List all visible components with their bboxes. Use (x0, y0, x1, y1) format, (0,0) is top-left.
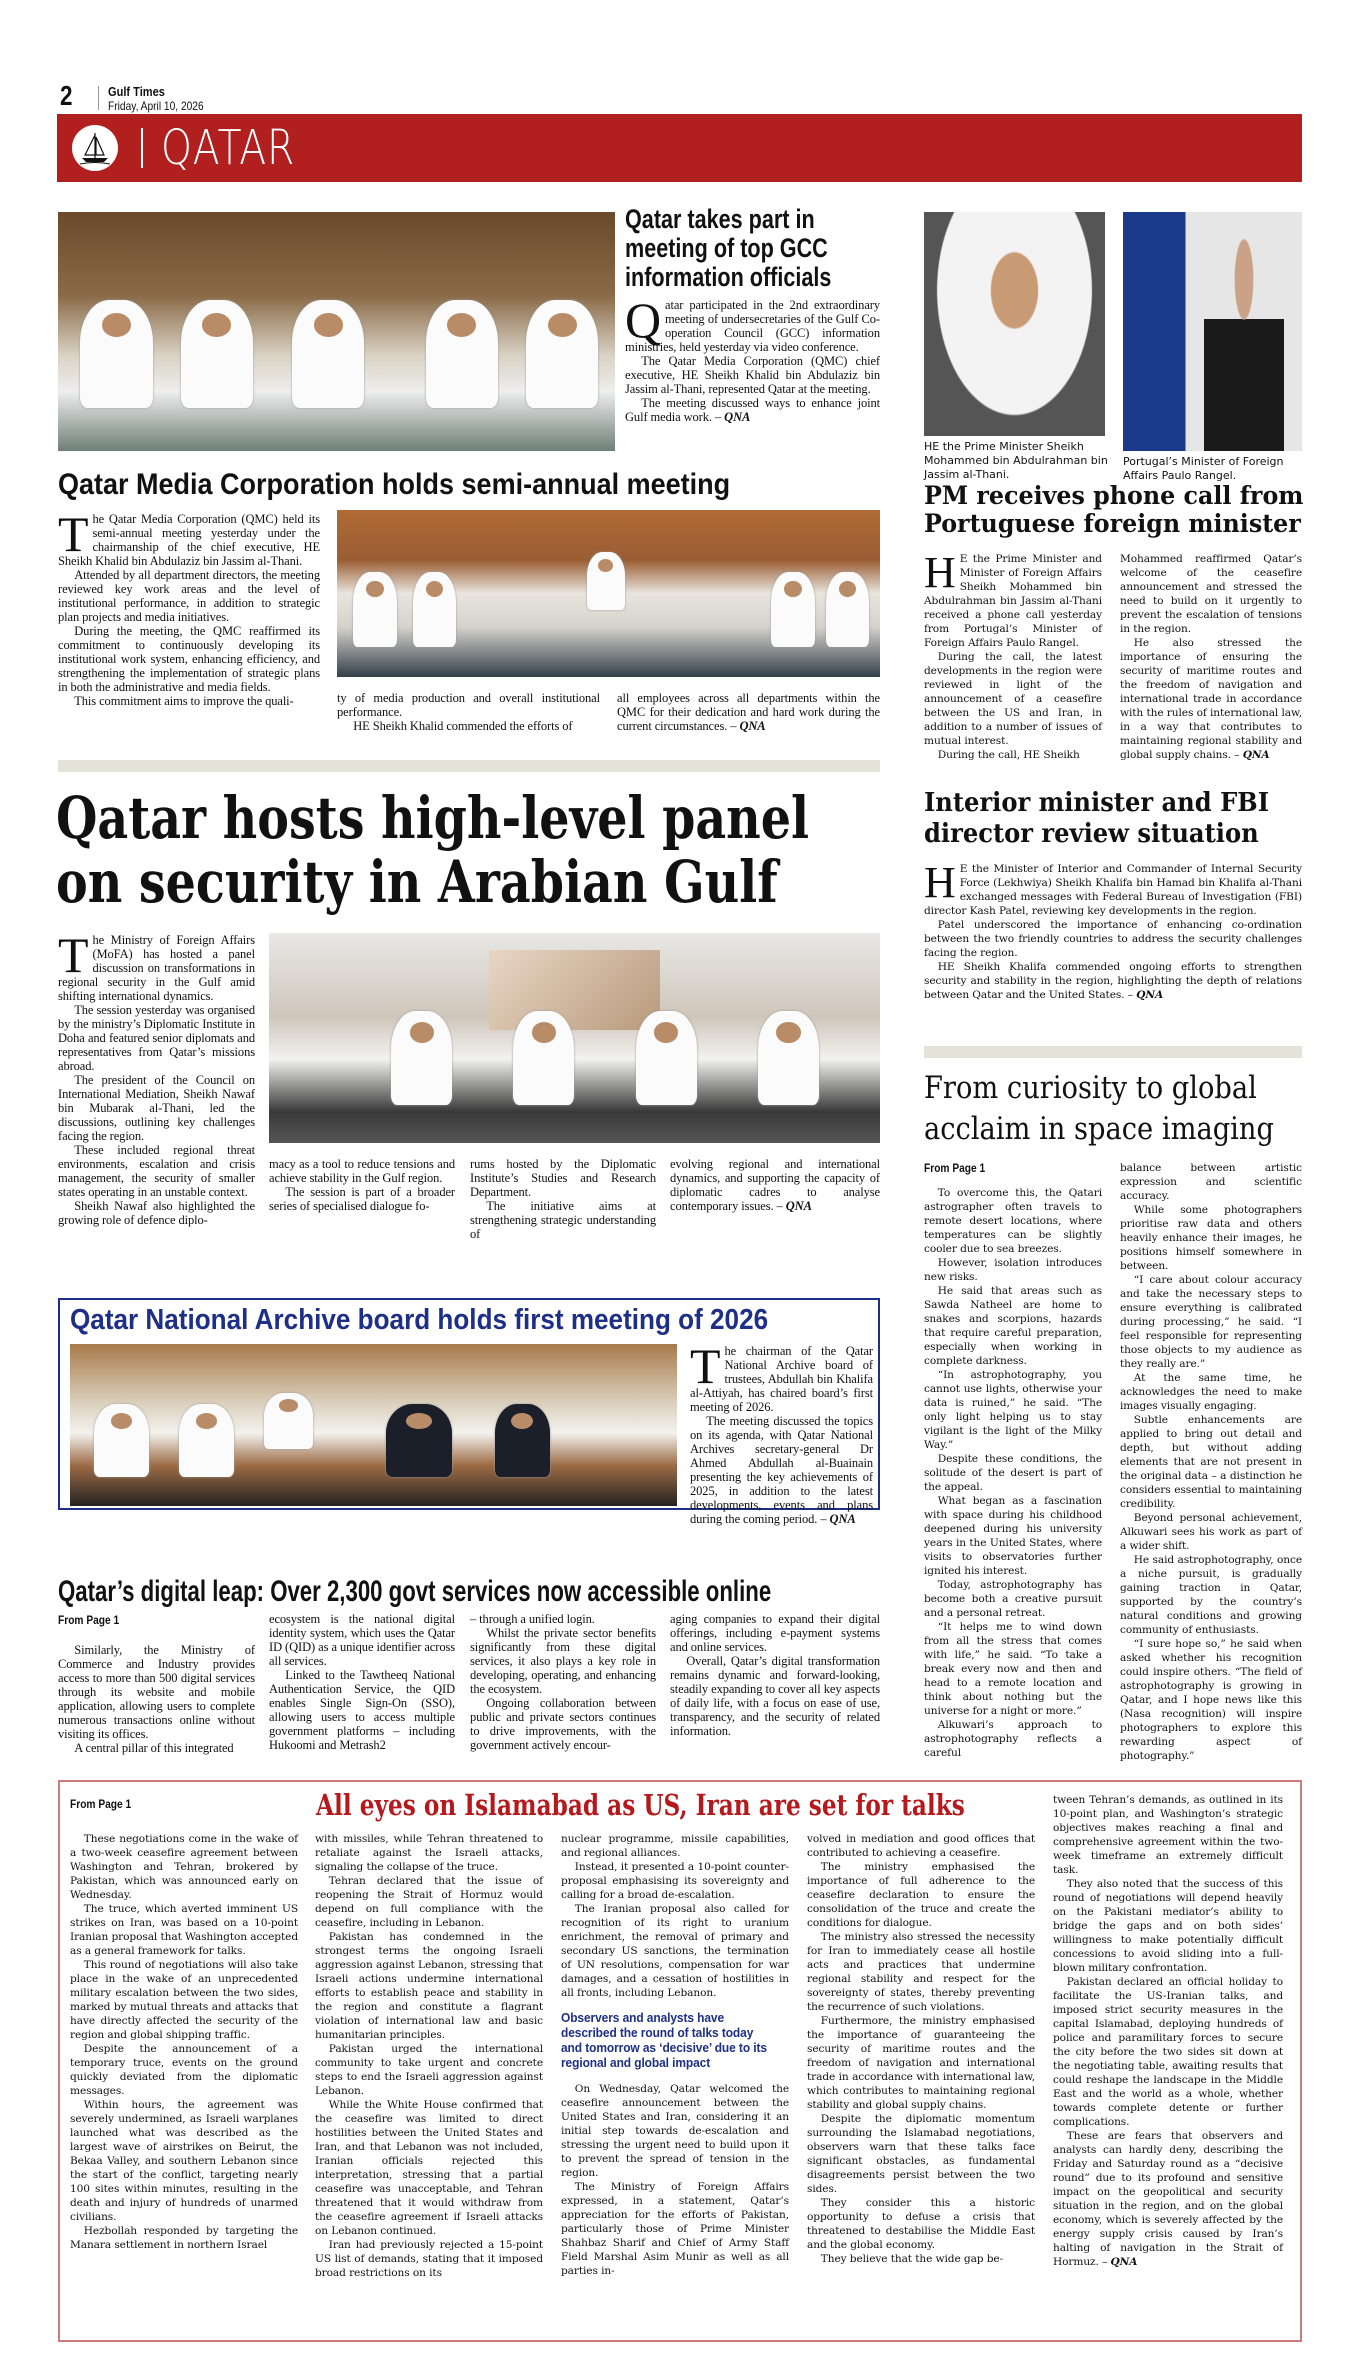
section-banner (57, 114, 1302, 182)
paragraph-text: Despite the announcement of a temporary truce, events on the ground quickly deviated from the diplomatic messages. (70, 2043, 298, 2097)
article-pm-col-2 (1120, 552, 1302, 762)
paragraph (315, 2098, 543, 2238)
paragraph (70, 1958, 298, 2042)
article-mofa-col-3 (470, 1157, 656, 1241)
photo-prime-minister (924, 212, 1105, 436)
paragraph (924, 1494, 1102, 1578)
article-digital-col-4 (670, 1612, 880, 1738)
paragraph-text: volved in mediation and good offices that contributed to achieving a ceasefire. (807, 1833, 1035, 1859)
paragraph (625, 396, 880, 424)
headline-line: Qatar takes part in (625, 204, 815, 234)
headline-line: meeting of top GCC (625, 233, 828, 263)
news-agency-credit: QNA (1242, 749, 1270, 761)
paragraph (924, 1718, 1102, 1760)
paragraph-text: He said astrophotography, once a niche pursuit, is gradually gaining traction in Qatar, supported by the country’s natural conditions and growing community of enthusiasts. (1120, 1554, 1302, 1636)
article-mofa-col-2 (269, 1157, 455, 1213)
article-islamabad-col-4 (807, 1832, 1035, 2266)
article-mofa-col-4 (670, 1157, 880, 1213)
paragraph-text: – through a unified login. (470, 1612, 595, 1626)
paragraph-text: The president of the Council on International Mediation, Sheikh Nawaf bin Mubarak al-Thani, led the discussions, outlining key challenges facing the region. (58, 1073, 255, 1143)
paragraph (924, 748, 1102, 762)
brand-name: Gulf Times (108, 84, 165, 99)
article-islamabad-col-1 (70, 1832, 298, 2252)
paragraph (470, 1626, 656, 1696)
paragraph-text: Pakistan declared an official holiday to facilitate the US-Iranian talks, and imposed strict security measures in the capital Islamabad, deploying hundreds of police and paramilitary forces to secure the city before the two sides sit down at the negotiating table, awaiting results that could reshape the landscape in the Middle East and the world as a whole, whether towards complete detente or further complications. (1053, 1976, 1283, 2128)
paragraph-text: Beyond personal achievement, Alkuwari sees his work as part of a wider shift. (1120, 1512, 1302, 1552)
paragraph (625, 292, 880, 354)
paragraph (924, 650, 1102, 748)
paragraph (269, 1612, 455, 1668)
paragraph-text: The Qatar Media Corporation (QMC) chief executive, HE Sheikh Khalid bin Abdulaziz bin Jassim al-Thani, represented Qatar at the meeting. (625, 354, 880, 396)
paragraph (807, 1860, 1035, 1930)
paragraph-text: The session yesterday was organised by the ministry’s Diplomatic Institute in Doha and featured senior diplomats and representatives from Qatar’s missions abroad. (58, 1003, 255, 1073)
paragraph (1120, 1637, 1302, 1763)
paragraph-text: Iran had previously rejected a 15-point US list of demands, stating that it imposed broad restrictions on its (315, 2239, 543, 2279)
caption-prime-minister: HE the Prime Minister Sheikh Mohammed bin Abdulrahman bin Jassim al-Thani. (924, 440, 1108, 481)
article-islamabad-col-3 (561, 1832, 789, 2278)
paragraph (470, 1612, 656, 1626)
article-space-col-2 (1120, 1161, 1302, 1763)
paragraph (337, 719, 600, 733)
headline-line: Portuguese foreign minister (924, 509, 1301, 538)
paragraph-text: This round of negotiations will also take place in the wake of an unprecedented military escalation between the two sides, marked by mutual threats and attacks that have directly affected the security of the region and global shipping traffic. (70, 1959, 298, 2041)
paragraph (807, 2112, 1035, 2196)
paragraph (1120, 636, 1302, 762)
paragraph (315, 1874, 543, 1930)
paragraph (1053, 1975, 1283, 2129)
paragraph (315, 1832, 543, 1874)
paragraph-text: He said that areas such as Sawda Natheel are home to snakes and scorpions, hazards that require careful preparation, especially when working in complete darkness. (924, 1285, 1102, 1367)
paragraph-text: nuclear programme, missile capabilities, and regional alliances. (561, 1833, 789, 1859)
article-mofa-col-1 (58, 927, 255, 1227)
section-title: QATAR (161, 120, 296, 176)
paragraph-text: Within hours, the agreement was severely undermined, as Israeli warplanes launched what was described as the largest wave of airstrikes on Beirut, the Bekaa Valley, and southern Lebanon since the start of the conflict, targeting nearly 100 sites within minutes, resulting in the death and injury of hundreds of unarmed civilians. (70, 2099, 298, 2223)
paragraph (337, 691, 600, 719)
paragraph (1120, 1161, 1302, 1203)
paragraph-text: While some photographers prioritise raw data and others heavily enhance their images, he positions himself somewhere in between. (1120, 1204, 1302, 1272)
paragraph-text: Today, astrophotography has become both a creative pursuit and a personal retreat. (924, 1579, 1102, 1619)
paragraph-text: Patel underscored the importance of enhancing co-ordination between the two friendly countries to address the security challenges facing the region. (924, 919, 1302, 959)
paragraph-text: This commitment aims to improve the quali- (74, 694, 294, 708)
paragraph (58, 694, 320, 708)
paragraph (58, 1741, 255, 1755)
dhow-logo-icon (72, 125, 118, 171)
paragraph (625, 354, 880, 396)
paragraph (58, 506, 320, 568)
paragraph-text: Alkuwari’s approach to astrophotography reflects a careful (924, 1719, 1102, 1759)
paragraph (269, 1185, 455, 1213)
paragraph (70, 1832, 298, 1902)
paragraph (58, 568, 320, 624)
photo-gcc-meeting (58, 212, 615, 451)
paragraph-text: At the same time, he acknowledges the need to make images visually engaging. (1120, 1372, 1302, 1412)
news-agency-credit: QNA (1136, 989, 1164, 1001)
paragraph (1053, 1793, 1283, 1877)
paragraph-text: all employees across all departments within the QMC for their dedication and hard work during the current circumstances. – (617, 691, 880, 733)
paragraph-text: The truce, which averted imminent US strikes on Iran, was based on a 10-point Iranian proposal that Washington accepted as a general framework for talks. (70, 1903, 298, 1957)
paragraph (470, 1199, 656, 1241)
paragraph (470, 1157, 656, 1199)
paragraph (58, 1003, 255, 1073)
paragraph-text: Linked to the Tawtheeq National Authentication Service, the QID enables Single Sign-On (SSO), allowing users to access multiple government platforms – including Hukoomi and Metrash2 (269, 1668, 455, 1752)
paragraph (1120, 1371, 1302, 1413)
paragraph-text: During the meeting, the QMC reaffirmed its commitment to continuously developing its institutional work system, enhancing efficiency, and strengthening the implementation of strategic plans in both the administrative and media fields. (58, 624, 320, 694)
caption-portugal-minister: Portugal’s Minister of Foreign Affairs Paulo Rangel. (1123, 455, 1284, 482)
photo-portugal-minister (1123, 212, 1302, 451)
headline-line: director review situation (924, 819, 1259, 849)
paragraph (1053, 2129, 1283, 2269)
paragraph (690, 1338, 873, 1414)
paragraph-text: However, isolation introduces new risks. (924, 1257, 1102, 1283)
paragraph-text: The Ministry of Foreign Affairs (MoFA) has hosted a panel discussion on transformations in regional security in the Gulf amid shifting international dynamics. (58, 927, 255, 1003)
divider-bar (924, 1046, 1302, 1058)
paragraph (1120, 1273, 1302, 1371)
paragraph (924, 918, 1302, 960)
headline-islamabad: All eyes on Islamabad as US, Iran are set for talks (316, 1788, 965, 1822)
paragraph (1120, 1413, 1302, 1511)
paragraph (58, 624, 320, 694)
headline-line: From curiosity to global (924, 1070, 1257, 1106)
headline-qmc: Qatar Media Corporation holds semi-annual meeting (58, 468, 731, 501)
paragraph (470, 1696, 656, 1752)
article-digital-col-3 (470, 1612, 656, 1752)
paragraph-text: aging companies to expand their digital offerings, including e-payment systems and online services. (670, 1612, 880, 1654)
paragraph (670, 1157, 880, 1213)
article-archive-body (690, 1338, 873, 1526)
paragraph (924, 1452, 1102, 1494)
paragraph (924, 1284, 1102, 1368)
paragraph (924, 1186, 1102, 1256)
paragraph (58, 1143, 255, 1199)
paragraph (561, 1902, 789, 2000)
paragraph-text: Whilst the private sector benefits significantly from these digital services, it also plays a key role in developing, operating, and enhancing the ecosystem. (470, 1626, 656, 1696)
issue-date: Friday, April 10, 2026 (108, 99, 204, 113)
paragraph (70, 2098, 298, 2224)
paragraph-text: “It helps me to wind down from all the stress that comes with life,” he said. “To take a break every now and then and head to a remote location and think about nothing but the universe for a night or more.” (924, 1621, 1102, 1717)
paragraph-text: These negotiations come in the wake of a two-week ceasefire agreement between Washington and Tehran, brokered by Pakistan, which was announced early on Wednesday. (70, 1833, 298, 1901)
paragraph-text: Similarly, the Ministry of Commerce and Industry provides access to more than 500 digital services through its website and mobile application, allowing users to complete numerous transactions online without visiting its offices. (58, 1643, 255, 1741)
news-agency-credit: QNA (785, 1199, 812, 1213)
paragraph (924, 1368, 1102, 1452)
from-page-label: From Page 1 (70, 1797, 132, 1811)
paragraph-text: During the call, HE Sheikh (937, 749, 1080, 761)
headline-space-imaging (924, 1068, 1274, 1150)
paragraph-text: The ministry emphasised the importance of full adherence to the ceasefire declaration to ensure the consolidation of the truce and create the conditions for dialogue. (807, 1861, 1035, 1929)
paragraph-text: Tehran declared that the issue of reopening the Strait of Hormuz would depend on full compliance with the ceasefire, including in Lebanon. (315, 1875, 543, 1929)
paragraph (58, 927, 255, 1003)
paragraph-text: balance between artistic expression and scientific accuracy. (1120, 1162, 1302, 1202)
paragraph (924, 1620, 1102, 1718)
paragraph (1120, 1203, 1302, 1273)
paragraph-text: tween Tehran’s demands, as outlined in its 10-point plan, and Washington’s strategic objectives makes reaching a final and comprehensive agreement within the two-week timeframe an extremely difficult task. (1053, 1794, 1283, 1876)
presentation-screen (489, 950, 660, 1030)
news-agency-credit: QNA (829, 1512, 856, 1526)
paragraph-text: Mohammed reaffirmed Qatar’s welcome of the ceasefire announcement and stressed the need to build on it urgently to prevent the escalation of tensions in the region. (1120, 553, 1302, 635)
from-page-label: From Page 1 (58, 1613, 120, 1627)
paragraph (670, 1612, 880, 1654)
paragraph-text: He also stressed the importance of ensuring the security of maritime routes and the freedom of navigation and international trade in accordance with the rules of international law, in a way that contributes to maintaining regional stability and global supply chains. – (1120, 637, 1302, 761)
paragraph (58, 1643, 255, 1741)
headline-line: information officials (625, 262, 832, 292)
photo-qmc-meeting (337, 510, 880, 677)
paragraph-text: They also noted that the success of this round of negotiations will depend heavily on the Pakistani mediator’s ability to bridge the gaps and on both sides’ willingness to make potentially difficult concessions to avoid sliding into a full-blown military confrontation. (1053, 1878, 1283, 1974)
news-agency-credit: QNA (1110, 2256, 1138, 2268)
article-space-col-1 (924, 1186, 1102, 1760)
paragraph (807, 1930, 1035, 2014)
paragraph (70, 2042, 298, 2098)
paragraph-text: HE Sheikh Khalid commended the efforts of (353, 719, 573, 733)
paragraph (315, 1930, 543, 2042)
paragraph (70, 2224, 298, 2252)
paragraph (70, 1902, 298, 1958)
paragraph-text: The Ministry of Foreign Affairs expressed, in a statement, Qatar’s appreciation for the efforts of Pakistan, particularly those of Prime Minister Shahbaz Sharif and Chief of Army Staff Field Marshal Asim Munir as well as all parties in- (561, 2181, 789, 2277)
paragraph (315, 2042, 543, 2098)
paragraph (269, 1157, 455, 1185)
headline-line: Interior minister and FBI (924, 788, 1270, 818)
paragraph-text: These included regional threat environments, escalation and crisis management, the security of smaller states operating in an unstable context. (58, 1143, 255, 1199)
paragraph-text: Hezbollah responded by targeting the Manara settlement in northern Israel (70, 2225, 298, 2251)
paragraph (924, 1578, 1102, 1620)
paragraph-text: The chairman of the Qatar National Archive board of trustees, Abdullah bin Khalifa al-Attiyah, has chaired board’s first meeting of 2026. (690, 1338, 873, 1414)
paragraph-text: with missiles, while Tehran threatened to retaliate against the Israeli attacks, signaling the collapse of the truce. (315, 1833, 543, 1873)
paragraph (617, 691, 880, 733)
headline-digital-leap: Qatar’s digital leap: Over 2,300 govt services now accessible online (58, 1575, 772, 1608)
paragraph-text: They consider this a historic opportunity to defuse a crisis that threatened to destabilise the Middle East and the global economy. (807, 2197, 1035, 2251)
article-pm-col-1 (924, 548, 1102, 762)
paragraph-text: Pakistan has condemned in the strongest terms the ongoing Israeli aggression against Lebanon, stressing that Israeli actions undermine international efforts to establish peace and stability in the region and constitute a flagrant violation of international law and basic humanitarian principles. (315, 1931, 543, 2041)
article-qmc-col-1 (58, 506, 320, 708)
paragraph-text: What began as a fascination with space during his childhood deepened during his university years in the United States, where visits to observatories further ignited his interest. (924, 1495, 1102, 1577)
photo-mofa-panel (269, 933, 880, 1143)
photo-archive-board (70, 1344, 677, 1506)
paragraph (58, 1073, 255, 1143)
divider (141, 128, 143, 168)
paragraph-text: Instead, it presented a 10-point counter-proposal emphasising its sovereignty and calling for a broad de-escalation. (561, 1861, 789, 1901)
paragraph (924, 858, 1302, 918)
paragraph-text: “I care about colour accuracy and take the necessary steps to ensure everything is calibrated during processing,” he said. “I feel responsible for representing those objects to my audience as they really are.” (1120, 1274, 1302, 1370)
article-interior-body (924, 858, 1302, 1002)
paragraph (1120, 1553, 1302, 1637)
subheading: Observers and analysts have described the round of talks today and tomorrow as ‘decisive’ due to its regional and global impact (561, 2010, 767, 2070)
paragraph-text: These are fears that observers and analysts can hardly deny, describing the Friday and Saturday round as a “decisive round” due to its profound and sensitive impact on the geopolitical and security situation in the region, and on the global economy, which is severely affected by the energy supply crisis caused by Iran’s halting of navigation in the Strait of Hormuz. – (1053, 2130, 1283, 2268)
paragraph (690, 1414, 873, 1526)
paragraph-text: evolving regional and international dynamics, and supporting the capacity of diplomatic cadres to analyse contemporary issues. – (670, 1157, 880, 1213)
paragraph-text: HE Sheikh Khalifa commended ongoing efforts to strengthen security and stability in the region, highlighting the depth of relations between Qatar and the United States. – (924, 961, 1302, 1001)
paragraph (1120, 1511, 1302, 1553)
from-page-label: From Page 1 (924, 1161, 986, 1175)
paragraph (924, 960, 1302, 1002)
paragraph-text: Despite the diplomatic momentum surrounding the Islamabad negotiations, observers warn that these talks face significant obstacles, as fundamental disagreements persist between the two sides. (807, 2113, 1035, 2195)
headline-mofa-panel (56, 786, 809, 914)
paragraph-text: The session is part of a broader series of specialised dialogue fo- (269, 1185, 455, 1213)
paragraph-text: Overall, Qatar’s digital transformation remains dynamic and forward-looking, steadily expanding to cover all key aspects of daily life, with a focus on ease of use, transparency, and the security of related information. (670, 1654, 880, 1738)
paragraph-text: macy as a tool to reduce tensions and achieve stability in the Gulf region. (269, 1157, 455, 1185)
paragraph-text: Sheikh Nawaf also highlighted the growing role of defence diplo- (58, 1199, 255, 1227)
paragraph (269, 1668, 455, 1752)
paragraph-text: HE the Minister of Interior and Commander of Internal Security Force (Lekhwiya) Sheikh Khalifa bin Hamad bin Khalifa al-Thani exchanged messages with Federal Bureau of Investigation (FBI) director Kash Patel, reviewing key developments in the region. (924, 858, 1302, 917)
paragraph (561, 1832, 789, 1860)
paragraph (315, 2238, 543, 2280)
article-gcc-body (625, 292, 880, 424)
paragraph-text: Despite these conditions, the solitude of the desert is part of the appeal. (924, 1453, 1102, 1493)
paragraph (807, 1832, 1035, 1860)
paragraph-text: rums hosted by the Diplomatic Institute’s Studies and Research Department. (470, 1157, 656, 1199)
headline-archive: Qatar National Archive board holds first meeting of 2026 (70, 1304, 769, 1336)
divider-bar (58, 760, 880, 772)
headline-pm-call (924, 482, 1303, 538)
headline-line: on security in Arabian Gulf (56, 848, 778, 916)
paragraph-text: ecosystem is the national digital identity system, which uses the Qatar ID (QID) as a unique identifier across all services. (269, 1612, 455, 1668)
paragraph-text: The meeting discussed the topics on its agenda, with Qatar National Archives secretary-general Dr Ahmed Abdullah al-Buainain presenting the key achievements of 2025, in addition to the latest developments, events and plans during the coming period. – (690, 1414, 873, 1526)
paragraph-text: To overcome this, the Qatari astrographer often travels to remote desert locations, where temperatures can be slightly cooler due to sea breezes. (924, 1187, 1102, 1255)
paragraph-text: “I sure hope so,” he said when asked whether his recognition could inspire others. “The field of astrophotography is growing in Qatar, and I hope news like this (Nasa recognition) will inspire photographers to explore this rewarding aspect of photography.” (1120, 1638, 1302, 1762)
paragraph (924, 1256, 1102, 1284)
paragraph (561, 1860, 789, 1902)
paragraph-text: Attended by all department directors, the meeting reviewed key work areas and the level of institutional performance, in addition to strategic plan projects and media initiatives. (58, 568, 320, 624)
article-islamabad-col-5 (1053, 1793, 1283, 2269)
paragraph-text: During the call, the latest developments in the region were reviewed in light of the announcement of a ceasefire between the US and Iran, in addition to a number of issues of mutual interest. (924, 651, 1102, 747)
paragraph-text: ty of media production and overall institutional performance. (337, 691, 600, 719)
news-agency-credit: QNA (739, 719, 766, 733)
paragraph-text: The initiative aims at strengthening strategic understanding of (470, 1199, 656, 1241)
paragraph-text: On Wednesday, Qatar welcomed the ceasefire announcement between the United States and Iran, considering it an initial step towards de-escalation and stressing the urgent need to build upon it to prevent the spread of tension in the region. (561, 2083, 789, 2179)
article-qmc-col-2 (337, 691, 600, 733)
paragraph-text: Subtle enhancements are applied to bring out detail and depth, but without adding elements that are not present in the original data – a distinction he considers essential to maintaining credibility. (1120, 1414, 1302, 1510)
paragraph (807, 2252, 1035, 2266)
news-agency-credit: QNA (724, 410, 751, 424)
paragraph (670, 1654, 880, 1738)
paragraph-text: A central pillar of this integrated (74, 1741, 234, 1755)
headline-line: Qatar hosts high-level panel (56, 784, 810, 852)
paragraph-text: Pakistan urged the international community to take urgent and concrete steps to end the Israeli aggression against Lebanon. (315, 2043, 543, 2097)
paragraph-text: Qatar participated in the 2nd extraordinary meeting of undersecretaries of the Gulf Co-operation Council (GCC) information ministries, held yesterday via video conference. (625, 292, 880, 354)
headline-gcc (625, 205, 831, 292)
headline-interior-fbi (924, 788, 1269, 850)
paragraph-text: Ongoing collaboration between public and private sectors continues to drive improvements, with the government actively encour- (470, 1696, 656, 1752)
article-islamabad-col-2 (315, 1832, 543, 2280)
paragraph-text: HE the Prime Minister and Minister of Foreign Affairs Sheikh Mohammed bin Abdulrahman bin Jassim al-Thani received a phone call yesterday from Portugal’s Minister of Foreign Affairs Paulo Rangel. (924, 548, 1102, 649)
article-qmc-col-3 (617, 691, 880, 733)
paragraph (58, 1199, 255, 1227)
paragraph (924, 548, 1102, 650)
paragraph-text: Furthermore, the ministry emphasised the importance of guaranteeing the security of maritime routes and the freedom of navigation and international trade in accordance with international law, which contributes to maintaining regional stability and global supply chains. (807, 2015, 1035, 2111)
paragraph-text: “In astrophotography, you cannot use lights, otherwise your data is ruined,” he said. “The only light helping us to stay vigilant is the light of the Milky Way.” (924, 1369, 1102, 1451)
paragraph (561, 2180, 789, 2278)
paragraph (1120, 552, 1302, 636)
article-digital-col-1 (58, 1643, 255, 1755)
headline-line: PM receives phone call from (924, 481, 1304, 510)
paragraph-text: The Iranian proposal also called for recognition of its right to uranium enrichment, the removal of primary and secondary US sanctions, the termination of UN resolutions, compensation for war damages, and a cessation of hostilities in all fronts, including Lebanon. (561, 1903, 789, 1999)
paragraph (807, 2196, 1035, 2252)
paragraph-text: The meeting discussed ways to enhance joint Gulf media work. – (625, 396, 880, 424)
page-number: 2 (60, 80, 73, 111)
paragraph (1053, 1877, 1283, 1975)
paragraph-text: While the White House confirmed that the ceasefire was limited to direct hostilities between the United States and Iran, and that Lebanon was not included, Iranian officials rejected this interpretation, stressing that a partial ceasefire was unacceptable, and Tehran threatened that it would withdraw from the ceasefire agreement if Israeli attacks on Lebanon continued. (315, 2099, 543, 2237)
paragraph-text: The ministry also stressed the necessity for Iran to immediately cease all hostile acts and practices that undermine regional stability and respect for the sovereignty of states, thereby preventing the recurrence of such violations. (807, 1931, 1035, 2013)
article-digital-col-2 (269, 1612, 455, 1752)
paragraph (807, 2014, 1035, 2112)
headline-line: acclaim in space imaging (924, 1111, 1274, 1147)
paragraph (561, 2082, 789, 2180)
paragraph-text: The Qatar Media Corporation (QMC) held its semi-annual meeting yesterday under the chairmanship of the chief executive, HE Sheikh Khalid bin Abdulaziz bin Jassim al-Thani. (58, 506, 320, 568)
divider (98, 86, 99, 110)
paragraph-text: They believe that the wide gap be- (820, 2253, 1004, 2265)
